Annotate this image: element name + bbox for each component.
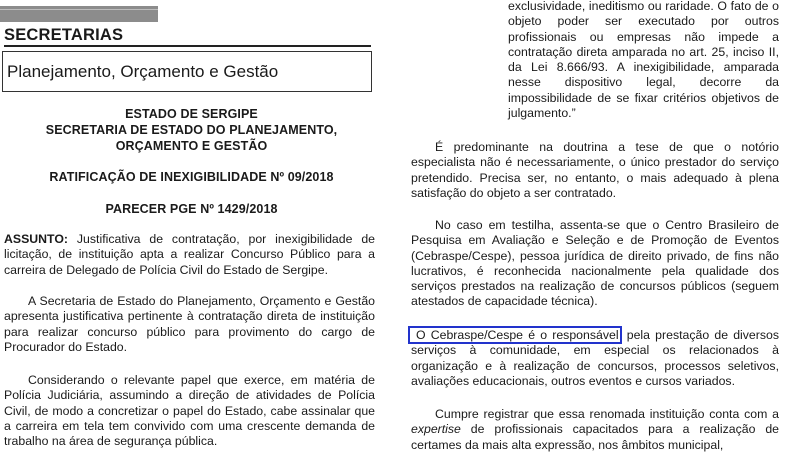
right-paragraph-3-text: pela prestação de diversos serviços à comunidade, em especial os relacionados à organização e à realização de concursos, processos seletivos, avaliações educacionais, outros eventos e cursos variados. [411,328,780,388]
quoted-text: exclusividade, ineditismo ou raridade. O fato de o objeto poder ser executado por outros profissionais ou empresas não impede a contratação direta amparada no art. 25, inciso II, da Lei 8.666/93. A inexigibilidade, amparada nesse dispositivo legal, decorre da impossibilidade de se fixar critérios objetivos de julgamento.” [508,0,779,121]
assunto-paragraph [4,232,375,278]
right-paragraph-1-text: É predominante na doutrina a tese de que o notório especialista não é necessariamente, o único prestador do serviço pretendido. Precisa ser, no entanto, o mais adequado à plena satisfação do objeto a ser contratado. [411,140,779,200]
state-heading: ESTADO DE SERGIPE [125,107,258,121]
right-paragraph-2-text: No caso em testilha, assenta-se que o Centro Brasileiro de Pesquisa em Avaliação e Seleção e de Promoção de Eventos (Cebraspe/Cespe), pessoa jurídica de direito privado, de fins não lucrativos, é reconhecida nacionalmente pela qualidade dos serviços prestados na realização de concursos públicos (seguem atestados de capacidade técnica). [411,218,779,309]
highlighted-phrase-text: O Cebraspe/Cespe é o responsável [416,328,619,342]
assunto-text: Justificativa de contratação, por inexigibilidade de licitação, de instituição apta a realizar Concurso Público para a carreira de Delegado de Polícia Civil do Estado de Sergipe. [4,232,375,277]
secretariat-heading-line2: ORÇAMENTO E GESTÃO [115,139,268,153]
section-title: SECRETARIAS [4,26,371,47]
paragraph-1 [4,294,375,355]
right-paragraph-1 [411,140,779,201]
paragraph-2 [4,373,375,449]
organization-box: Planejamento, Orçamento e Gestão [2,51,372,92]
paragraph-2-text: Considerando o relevante papel que exerce, em matéria de Polícia Judiciária, assumindo a direção de atividades de Polícia Civil, de modo a concretizar o papel do Estado, cabe assinalar que a carreira em tela tem convivido com uma crescente demanda de trabalho na área de segurança pública. [4,373,375,449]
expertise-word: expertise [411,422,461,437]
right-paragraph-4-text-b: de profissionais capacitados para a realização de certames da mais alta expressão, nos âmbitos municipal, [411,422,779,452]
right-paragraph-4-text-a: Cumpre registrar que essa renomada instituição conta com a [435,407,779,421]
right-paragraph-2 [411,218,779,310]
header-gray-bar [0,6,158,22]
parecer-heading: PARECER PGE Nº 1429/2018 [105,202,278,216]
ratification-heading: RATIFICAÇÃO DE INEXIGIBILIDADE Nº 09/2018 [49,170,334,184]
secretariat-heading-line1: SECRETARIA DE ESTADO DO PLANEJAMENTO, [45,123,338,137]
highlighted-phrase[interactable] [408,326,622,344]
right-paragraph-4 [411,407,779,453]
right-paragraph-3 [411,328,779,389]
paragraph-1-text: A Secretaria de Estado do Planejamento, Orçamento e Gestão apresenta justificativa pertinente à contratação direta de instituição para realizar concurso público para provimento do cargo de Procurador do Estado. [4,294,375,354]
header-bar-line [0,9,158,10]
assunto-label: ASSUNTO: [4,232,68,246]
